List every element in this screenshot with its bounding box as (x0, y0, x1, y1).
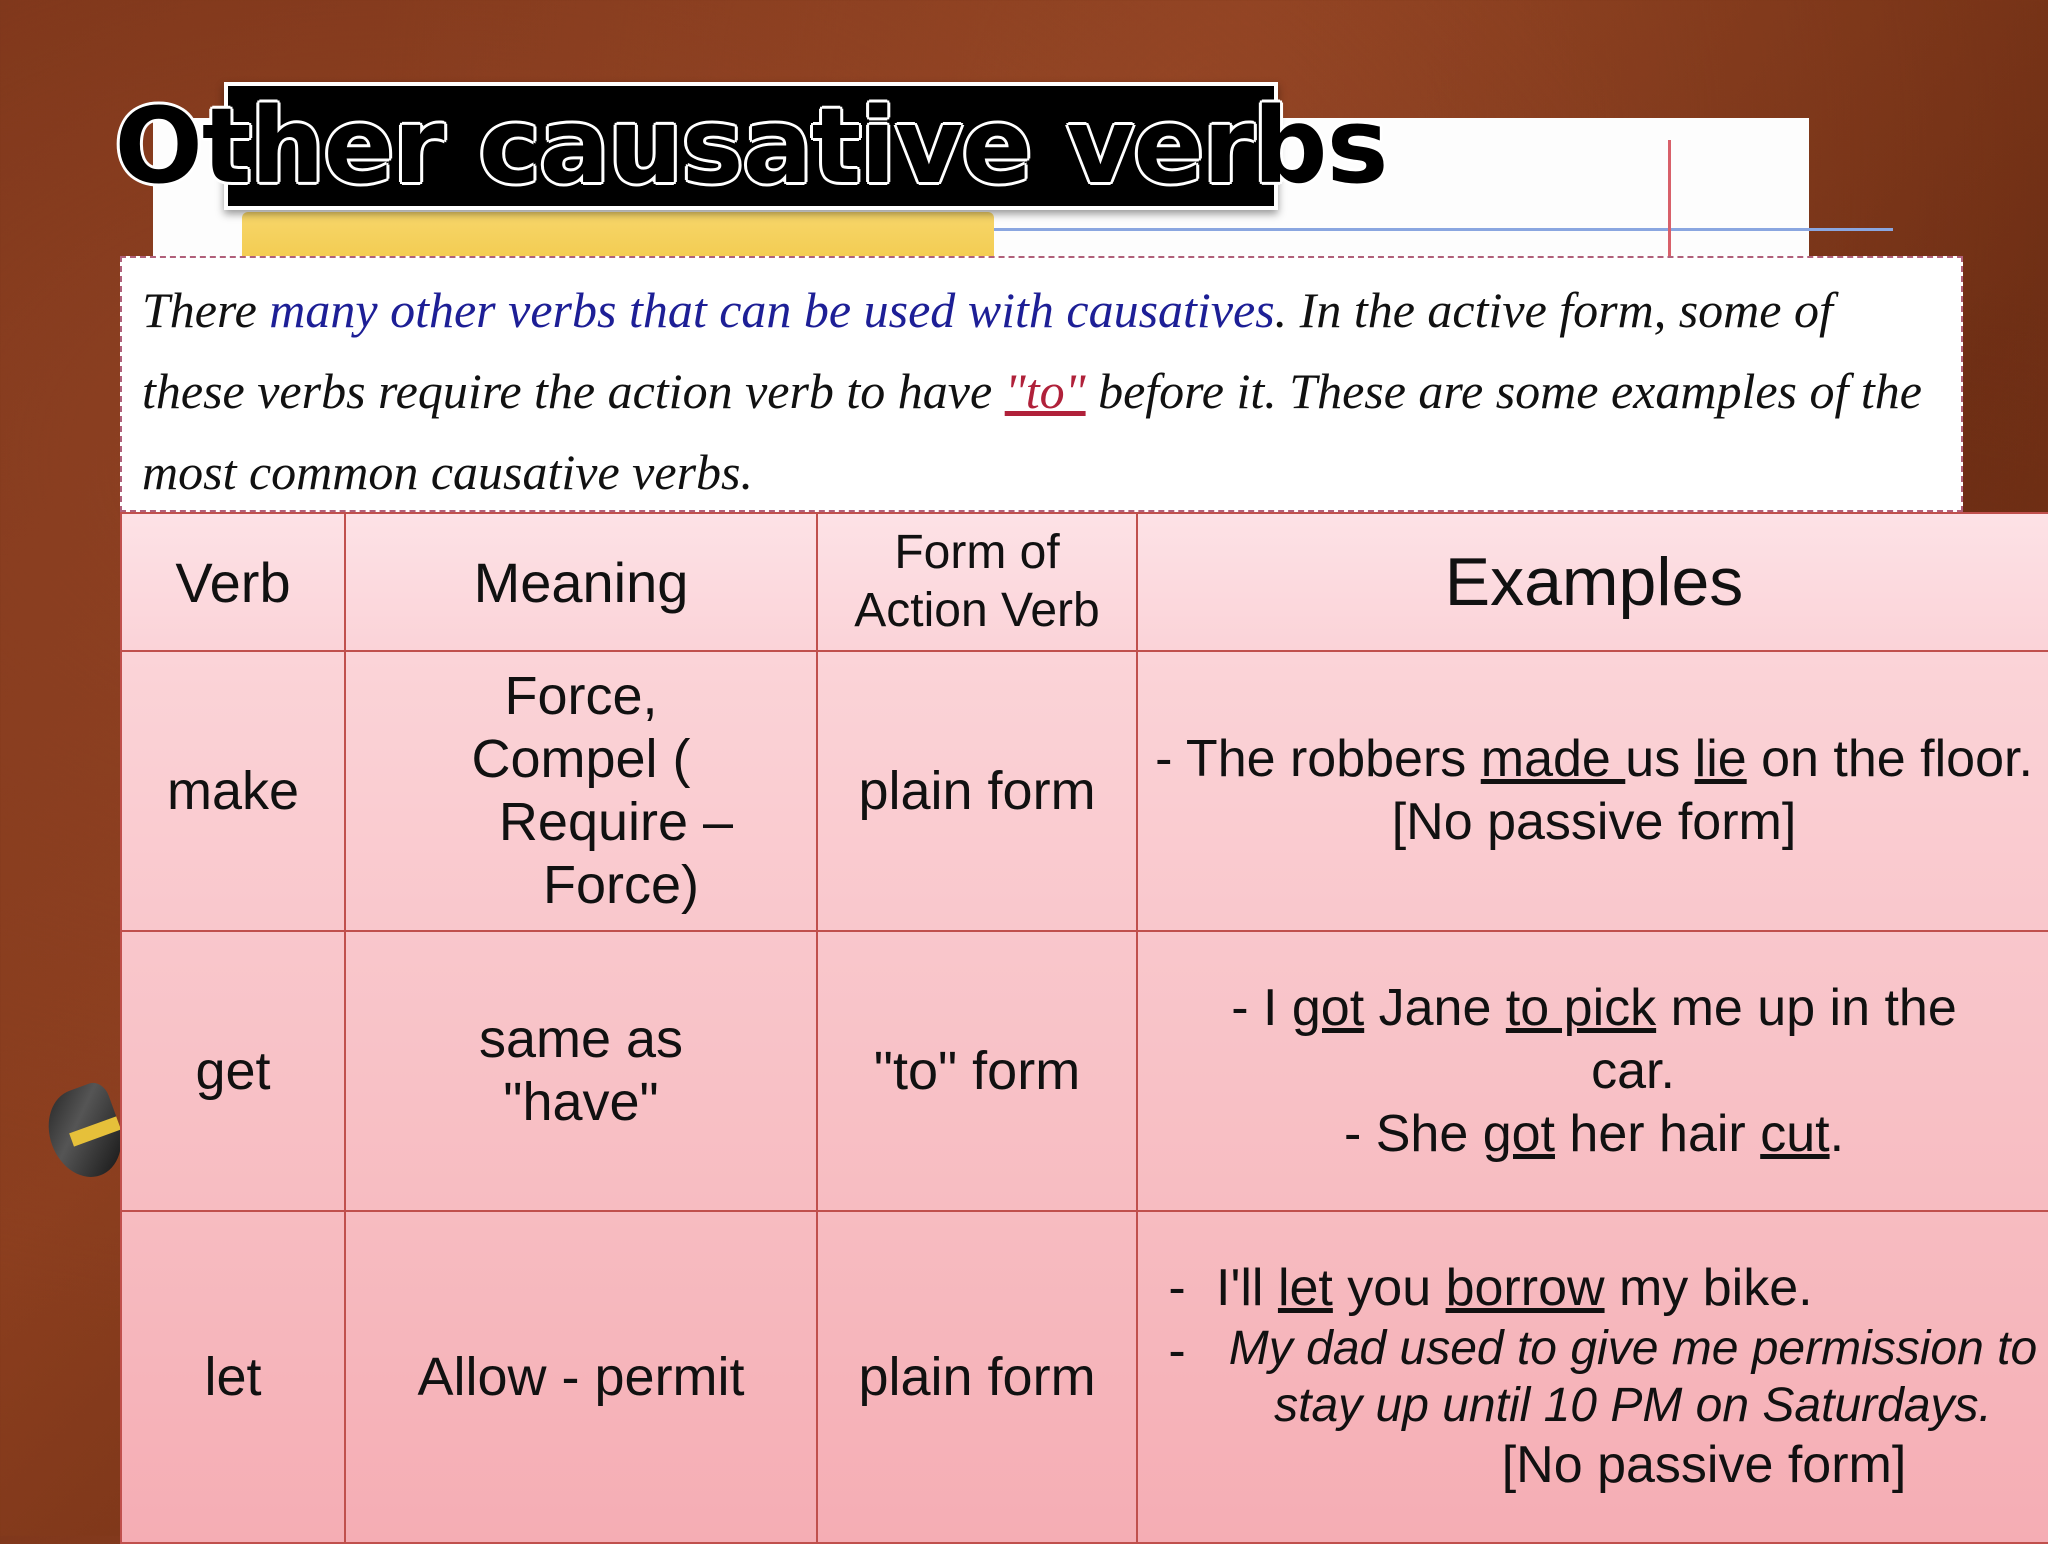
table-header-row (121, 513, 2048, 651)
intro-part: . In the active form, some of these verbs require the action verb to have (142, 282, 1833, 419)
verb-cell: get (121, 931, 345, 1211)
intro-part: before it. These are some examples of the most common causative verbs. (142, 363, 1922, 500)
meaning-cell: Force, Compel ( Require – Force) (345, 651, 817, 931)
header-verb: Verb (121, 513, 345, 651)
intro-text (120, 256, 1963, 512)
form-cell: plain form (817, 1211, 1137, 1543)
table-row (121, 931, 2048, 1211)
verb-cell: let (121, 1211, 345, 1543)
form-cell: "to" form (817, 931, 1137, 1211)
examples-cell: - I got Jane to pick me up in the car. - She got her hair cut. (1137, 931, 2048, 1211)
meaning-cell: same as "have" (345, 931, 817, 1211)
pushpin-icon (37, 1079, 134, 1188)
header-form: Form of Action Verb (817, 513, 1137, 651)
header-meaning: Meaning (345, 513, 817, 651)
verb-cell: make (121, 651, 345, 931)
form-cell: plain form (817, 651, 1137, 931)
blue-rule-line (993, 228, 1893, 231)
examples-cell: - I'll let you borrow my bike. - My dad used to give me permission to stay up until 10 PM on Saturdays. [No passive form] (1137, 1211, 2048, 1543)
intro-highlight: many other verbs that can be used with causatives (269, 282, 1275, 338)
table-row (121, 651, 2048, 931)
examples-cell: - The robbers made us lie on the floor. [No passive form] (1137, 651, 2048, 931)
causative-verbs-table (120, 512, 2048, 1544)
page-title: Other causative verbs (114, 85, 1388, 207)
meaning-cell: Allow - permit (345, 1211, 817, 1543)
table-row (121, 1211, 2048, 1543)
title-box (114, 82, 1388, 210)
intro-part: There (142, 282, 270, 338)
header-examples: Examples (1137, 513, 2048, 651)
intro-to-highlight: "to" (1004, 363, 1086, 419)
